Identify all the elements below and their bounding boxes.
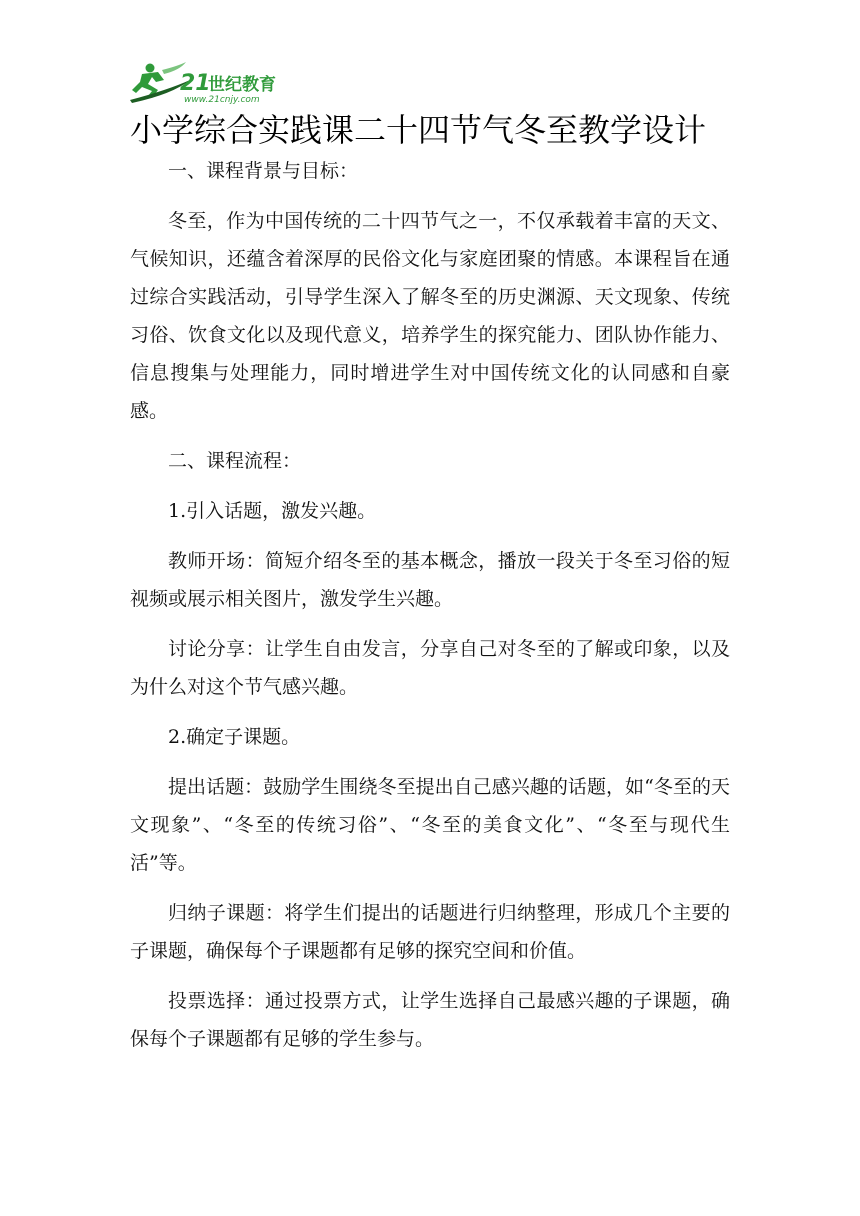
step-heading-2: 2.确定子课题。 [168,726,301,748]
paragraph-vote: 投票选择：通过投票方式，让学生选择自己最感兴趣的子课题，确保每个子课题都有足够的学生参与。 [130,990,730,1050]
paragraph-propose-topics: 提出话题：鼓励学生围绕冬至提出自己感兴趣的话题，如“冬至的天文现象”、“冬至的传统习俗”、“冬至的美食文化”、“冬至与现代生活”等。 [130,776,730,874]
document-body [130,152,730,1070]
section-heading-background: 一、课程背景与目标： [168,160,359,182]
paragraph-summarize: 归纳子课题：将学生们提出的话题进行归纳整理，形成几个主要的子课题，确保每个子课题都有足够的探究空间和价值。 [130,902,730,962]
svg-text:世纪教育: 世纪教育 [208,75,276,95]
runner-logo-icon [128,60,298,105]
paragraph-background: 冬至，作为中国传统的二十四节气之一，不仅承载着丰富的天文、气候知识，还蕴含着深厚的民俗文化与家庭团聚的情感。本课程旨在通过综合实践活动，引导学生深入了解冬至的历史渊源、天文现象、传统习俗、饮食文化以及现代意义，培养学生的探究能力、团队协作能力、信息搜集与处理能力，同时增进学生对中国传统文化的认同感和自豪感。 [130,210,730,422]
svg-text:21: 21 [180,71,211,96]
brand-logo [128,60,298,105]
paragraph-teacher-intro: 教师开场：简短介绍冬至的基本概念，播放一段关于冬至习俗的短视频或展示相关图片，激发学生兴趣。 [130,550,730,610]
section-heading-process: 二、课程流程： [168,450,302,472]
document-title: 小学综合实践课二十四节气冬至教学设计 [130,111,707,149]
svg-text:www.21cnjy.com: www.21cnjy.com [184,95,260,105]
step-heading-1: 1.引入话题，激发兴趣。 [168,500,377,522]
paragraph-discussion: 讨论分享：让学生自由发言，分享自己对冬至的了解或印象，以及为什么对这个节气感兴趣。 [130,638,730,698]
